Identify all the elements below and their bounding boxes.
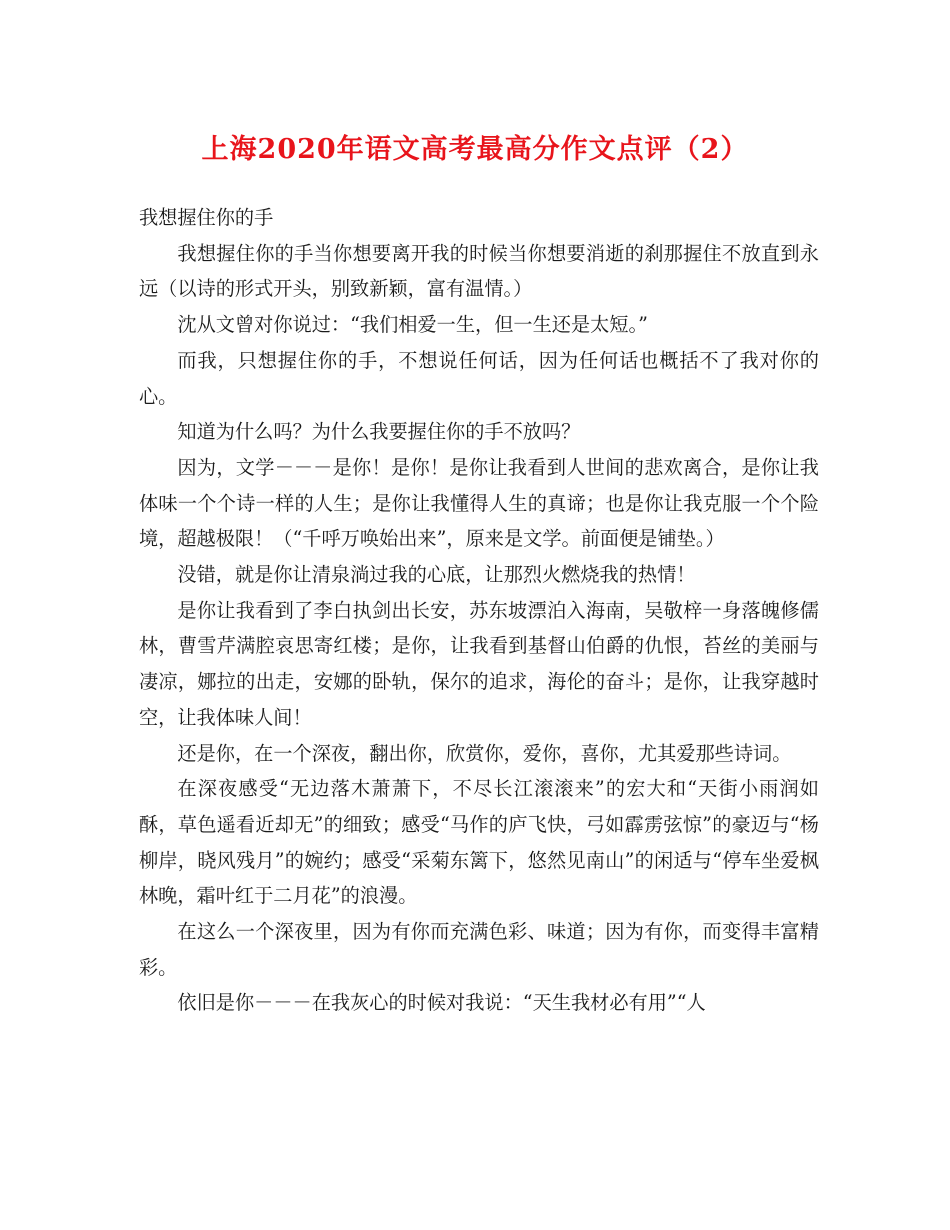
paragraph: 没错，就是你让清泉淌过我的心底，让那烈火燃烧我的热情！	[177, 563, 696, 587]
paragraph: 我想握住你的手当你想要离开我的时候当你想要消逝的刹那握住不放直到永远（以诗的形式开头，别致新颖，富有温情。）	[139, 241, 819, 301]
paragraph: 在这么一个深夜里，因为有你而充满色彩、味道；因为有你，而变得丰富精彩。	[139, 920, 819, 979]
paragraph: 还是你，在一个深夜，翻出你，欣赏你，爱你，喜你，尤其爱那些诗词。	[177, 741, 792, 765]
paragraph: 是你让我看到了李白执剑出长安，苏东坡漂泊入海南，吴敬梓一身落魄修儒林，曹雪芹满腔哀思寄红楼；是你，让我看到基督山伯爵的仇恨，苔丝的美丽与凄凉，娜拉的出走，安娜的卧轨，保尔的追求，海伦的奋斗；是你，让我穿越时空，让我体味人间！	[139, 598, 819, 729]
essay-body	[139, 200, 819, 1021]
paragraph: 而我，只想握住你的手，不想说任何话，因为任何话也概括不了我对你的心。	[139, 348, 819, 408]
paragraph: 沈从文曾对你说过：“我们相爱一生，但一生还是太短。”	[177, 313, 648, 337]
paragraph: 在深夜感受“无边落木萧萧下，不尽长江滚滚来”的宏大和“天街小雨润如酥，草色遥看近却无”的细致；感受“马作的庐飞快，弓如霹雳弦惊”的豪迈与“杨柳岸，晓风残月”的婉约；感受“采菊东篱下，悠然见南山”的闲适与“停车坐爱枫林晚，霜叶红于二月花”的浪漫。	[139, 777, 819, 908]
essay-heading: 我想握住你的手	[139, 206, 274, 229]
paragraph: 依旧是你－－－在我灰心的时候对我说：“天生我材必有用”“人	[177, 991, 706, 1015]
document-title: 上海2020年语文高考最高分作文点评（2）	[201, 134, 749, 165]
paragraph: 因为，文学－－－是你！是你！是你让我看到人世间的悲欢离合，是你让我体味一个个诗一样的人生；是你让我懂得人生的真谛；也是你让我克服一个个险境，超越极限！（“千呼万唤始出来”，原来是文学。前面便是铺垫。）	[139, 455, 819, 551]
paragraph: 知道为什么吗？为什么我要握住你的手不放吗？	[177, 420, 581, 444]
